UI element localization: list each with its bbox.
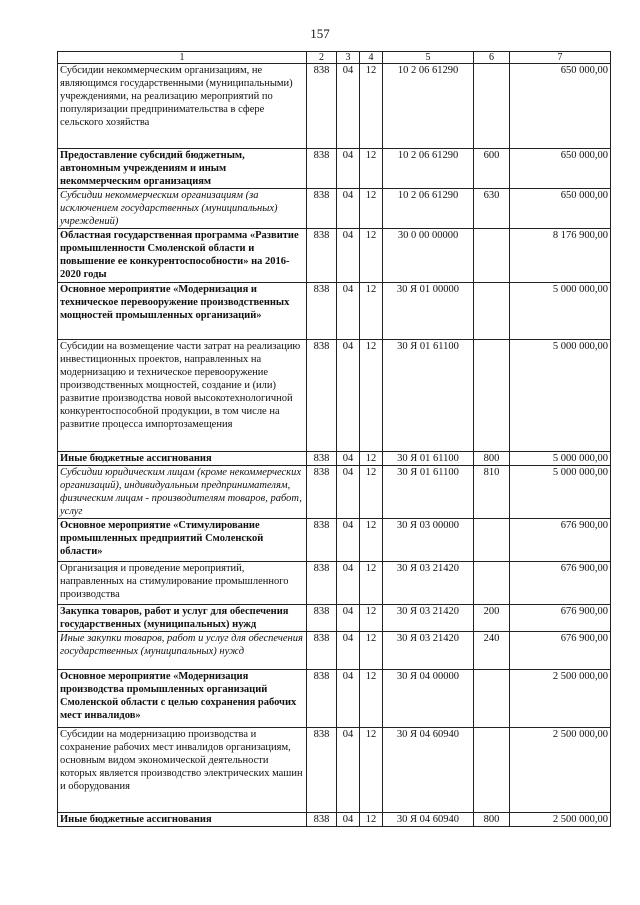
ministry-code-cell: 838 — [307, 64, 337, 149]
amount-cell: 650 000,00 — [510, 189, 611, 229]
subsection-code-cell: 12 — [360, 632, 383, 670]
row-name-cell: Иные бюджетные ассигнования — [58, 452, 307, 466]
expense-type-cell — [474, 670, 510, 728]
subsection-code-cell: 12 — [360, 189, 383, 229]
section-code-cell: 04 — [337, 149, 360, 189]
section-code-cell: 04 — [337, 340, 360, 452]
expense-type-cell — [474, 519, 510, 562]
target-article-cell: 10 2 06 61290 — [383, 189, 474, 229]
ministry-code-cell: 838 — [307, 149, 337, 189]
column-header: 1 — [58, 52, 307, 64]
expense-type-cell — [474, 340, 510, 452]
expense-type-cell: 800 — [474, 452, 510, 466]
section-code-cell: 04 — [337, 229, 360, 283]
target-article-cell: 10 2 06 61290 — [383, 64, 474, 149]
subsection-code-cell: 12 — [360, 813, 383, 827]
row-name-cell: Субсидии некоммерческим организациям (за исключением государственных (муниципальных) учреждений) — [58, 189, 307, 229]
row-name-cell: Закупка товаров, работ и услуг для обеспечения государственных (муниципальных) нужд — [58, 605, 307, 632]
subsection-code-cell: 12 — [360, 562, 383, 605]
table-row — [58, 283, 611, 340]
section-code-cell: 04 — [337, 605, 360, 632]
ministry-code-cell: 838 — [307, 452, 337, 466]
ministry-code-cell: 838 — [307, 670, 337, 728]
ministry-code-cell: 838 — [307, 283, 337, 340]
row-name-cell: Основное мероприятие «Модернизация и техническое перевооружение производственных мощностей промышленных организаций» — [58, 283, 307, 340]
amount-cell: 650 000,00 — [510, 64, 611, 149]
row-name-cell: Иные закупки товаров, работ и услуг для обеспечения государственных (муниципальных) нужд — [58, 632, 307, 670]
section-code-cell: 04 — [337, 813, 360, 827]
expense-type-cell: 240 — [474, 632, 510, 670]
row-name-cell: Иные бюджетные ассигнования — [58, 813, 307, 827]
amount-cell: 650 000,00 — [510, 149, 611, 189]
table-row — [58, 670, 611, 728]
column-header: 3 — [337, 52, 360, 64]
table-row — [58, 632, 611, 670]
amount-cell: 5 000 000,00 — [510, 452, 611, 466]
column-header: 4 — [360, 52, 383, 64]
table-header-row — [58, 52, 611, 64]
row-name-cell: Основное мероприятие «Модернизация производства промышленных организаций Смоленской области с целью сохранения рабочих мест инвалидов» — [58, 670, 307, 728]
subsection-code-cell: 12 — [360, 283, 383, 340]
subsection-code-cell: 12 — [360, 149, 383, 189]
subsection-code-cell: 12 — [360, 519, 383, 562]
target-article-cell: 30 Я 04 00000 — [383, 670, 474, 728]
section-code-cell: 04 — [337, 452, 360, 466]
expense-type-cell: 200 — [474, 605, 510, 632]
table-row — [58, 519, 611, 562]
expense-type-cell: 800 — [474, 813, 510, 827]
target-article-cell: 30 Я 01 61100 — [383, 452, 474, 466]
amount-cell: 5 000 000,00 — [510, 466, 611, 519]
subsection-code-cell: 12 — [360, 728, 383, 813]
row-name-cell: Предоставление субсидий бюджетным, автономным учреждениям и иным некоммерческим организациям — [58, 149, 307, 189]
table-row — [58, 64, 611, 149]
target-article-cell: 30 Я 04 60940 — [383, 813, 474, 827]
table-row — [58, 229, 611, 283]
table-row — [58, 189, 611, 229]
amount-cell: 676 900,00 — [510, 519, 611, 562]
table-row — [58, 340, 611, 452]
expense-type-cell — [474, 283, 510, 340]
section-code-cell: 04 — [337, 283, 360, 340]
section-code-cell: 04 — [337, 189, 360, 229]
section-code-cell: 04 — [337, 64, 360, 149]
subsection-code-cell: 12 — [360, 670, 383, 728]
row-name-cell: Субсидии некоммерческим организациям, не являющимся государственными (муниципальными) учреждениями, на реализацию мероприятий по популяризации предпринимательства в сфере сельского хозяйства — [58, 64, 307, 149]
target-article-cell: 30 Я 01 61100 — [383, 340, 474, 452]
target-article-cell: 30 Я 03 21420 — [383, 632, 474, 670]
amount-cell: 5 000 000,00 — [510, 340, 611, 452]
section-code-cell: 04 — [337, 632, 360, 670]
expense-type-cell — [474, 64, 510, 149]
target-article-cell: 30 0 00 00000 — [383, 229, 474, 283]
table-row — [58, 728, 611, 813]
section-code-cell: 04 — [337, 519, 360, 562]
section-code-cell: 04 — [337, 466, 360, 519]
ministry-code-cell: 838 — [307, 728, 337, 813]
row-name-cell: Организация и проведение мероприятий, направленных на стимулирование промышленного производства — [58, 562, 307, 605]
ministry-code-cell: 838 — [307, 189, 337, 229]
expense-type-cell — [474, 229, 510, 283]
table-row — [58, 813, 611, 827]
subsection-code-cell: 12 — [360, 452, 383, 466]
column-header: 7 — [510, 52, 611, 64]
column-header: 5 — [383, 52, 474, 64]
section-code-cell: 04 — [337, 670, 360, 728]
row-name-cell: Субсидии юридическим лицам (кроме некоммерческих организаций), индивидуальным предпринимателям, физическим лицам - производителям товаров, работ, услуг — [58, 466, 307, 519]
ministry-code-cell: 838 — [307, 340, 337, 452]
row-name-cell: Субсидии на модернизацию производства и сохранение рабочих мест инвалидов организациям, основным видом экономической деятельности которых является производство электрических машин и оборудования — [58, 728, 307, 813]
row-name-cell: Областная государственная программа «Развитие промышленности Смоленской области и повышение ее конкурентоспособности» на 2016-2020 годы — [58, 229, 307, 283]
ministry-code-cell: 838 — [307, 229, 337, 283]
table-body — [58, 64, 611, 827]
section-code-cell: 04 — [337, 562, 360, 605]
row-name-cell: Основное мероприятие «Стимулирование промышленных предприятий Смоленской области» — [58, 519, 307, 562]
ministry-code-cell: 838 — [307, 519, 337, 562]
subsection-code-cell: 12 — [360, 340, 383, 452]
amount-cell: 676 900,00 — [510, 632, 611, 670]
amount-cell: 8 176 900,00 — [510, 229, 611, 283]
table-row — [58, 605, 611, 632]
target-article-cell: 30 Я 03 21420 — [383, 605, 474, 632]
target-article-cell: 30 Я 03 00000 — [383, 519, 474, 562]
ministry-code-cell: 838 — [307, 562, 337, 605]
page-number: 157 — [310, 26, 330, 41]
target-article-cell: 10 2 06 61290 — [383, 149, 474, 189]
column-header: 6 — [474, 52, 510, 64]
table-row — [58, 452, 611, 466]
table-row — [58, 466, 611, 519]
table-row — [58, 562, 611, 605]
target-article-cell: 30 Я 03 21420 — [383, 562, 474, 605]
ministry-code-cell: 838 — [307, 605, 337, 632]
expense-type-cell: 810 — [474, 466, 510, 519]
subsection-code-cell: 12 — [360, 466, 383, 519]
target-article-cell: 30 Я 01 00000 — [383, 283, 474, 340]
expense-type-cell — [474, 728, 510, 813]
column-header: 2 — [307, 52, 337, 64]
expense-type-cell — [474, 562, 510, 605]
amount-cell: 2 500 000,00 — [510, 813, 611, 827]
expense-type-cell: 630 — [474, 189, 510, 229]
amount-cell: 2 500 000,00 — [510, 670, 611, 728]
subsection-code-cell: 12 — [360, 64, 383, 149]
expense-type-cell: 600 — [474, 149, 510, 189]
subsection-code-cell: 12 — [360, 605, 383, 632]
amount-cell: 2 500 000,00 — [510, 728, 611, 813]
amount-cell: 5 000 000,00 — [510, 283, 611, 340]
amount-cell: 676 900,00 — [510, 605, 611, 632]
row-name-cell: Субсидии на возмещение части затрат на реализацию инвестиционных проектов, направленных на модернизацию и техническое перевооружение производственных мощностей, создание и (или) развитие производства новой высокотехнологичной конкурентоспособной продукции, в том числе на развитие процесса импортозамещения — [58, 340, 307, 452]
budget-table — [57, 51, 611, 827]
target-article-cell: 30 Я 01 61100 — [383, 466, 474, 519]
ministry-code-cell: 838 — [307, 466, 337, 519]
target-article-cell: 30 Я 04 60940 — [383, 728, 474, 813]
ministry-code-cell: 838 — [307, 632, 337, 670]
subsection-code-cell: 12 — [360, 229, 383, 283]
table-row — [58, 149, 611, 189]
ministry-code-cell: 838 — [307, 813, 337, 827]
amount-cell: 676 900,00 — [510, 562, 611, 605]
section-code-cell: 04 — [337, 728, 360, 813]
